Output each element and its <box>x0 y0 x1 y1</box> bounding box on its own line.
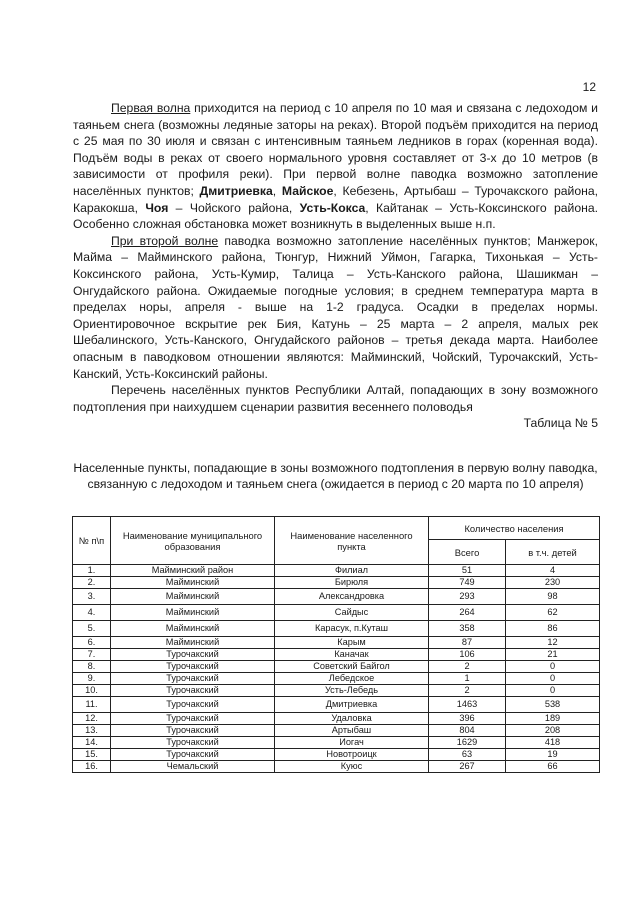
table-row <box>73 685 600 697</box>
cell-settlement: Александровка <box>275 589 429 605</box>
cell-num: 3. <box>73 589 111 605</box>
cell-total: 804 <box>429 725 506 737</box>
header-num: № п\п <box>73 517 111 565</box>
cell-total: 87 <box>429 637 506 649</box>
table-row <box>73 661 600 673</box>
cell-num: 9. <box>73 673 111 685</box>
cell-municipality: Майминский район <box>111 565 275 577</box>
cell-settlement: Куюс <box>275 761 429 773</box>
cell-children: 21 <box>506 649 600 661</box>
table-row <box>73 649 600 661</box>
table-row <box>73 577 600 589</box>
table-caption: Населенные пункты, попадающие в зоны возможного подтопления в первую волну паводка, связанную с ледоходом и таяньем снега (ожидается в период с 20 марта по 10 апреля) <box>73 461 598 491</box>
cell-total: 264 <box>429 605 506 621</box>
cell-num: 16. <box>73 761 111 773</box>
cell-settlement: Карасук, п.Куташ <box>275 621 429 637</box>
table-row <box>73 713 600 725</box>
cell-municipality: Турочакский <box>111 713 275 725</box>
cell-municipality: Турочакский <box>111 661 275 673</box>
cell-num: 13. <box>73 725 111 737</box>
cell-num: 1. <box>73 565 111 577</box>
cell-settlement: Новотроицк <box>275 749 429 761</box>
cell-children: 230 <box>506 577 600 589</box>
cell-settlement: Каначак <box>275 649 429 661</box>
cell-municipality: Турочакский <box>111 737 275 749</box>
cell-children: 0 <box>506 673 600 685</box>
table-label: Таблица № 5 <box>523 416 598 431</box>
cell-children: 98 <box>506 589 600 605</box>
header-municipality: Наименование муниципального образования <box>111 517 275 565</box>
cell-total: 293 <box>429 589 506 605</box>
cell-num: 10. <box>73 685 111 697</box>
cell-settlement: Бирюля <box>275 577 429 589</box>
cell-num: 8. <box>73 661 111 673</box>
table-row <box>73 749 600 761</box>
population-table <box>72 516 600 773</box>
cell-children: 66 <box>506 761 600 773</box>
first-wave-heading: Первая волна <box>111 101 191 115</box>
cell-municipality: Майминский <box>111 621 275 637</box>
header-children: в т.ч. детей <box>506 540 600 565</box>
cell-children: 0 <box>506 661 600 673</box>
paragraph-text: , Кайтанак – Усть-Коксинского района. Особенно сложная обстановка может возникнуть в выделенных выше н.п. <box>73 200 599 232</box>
cell-municipality: Турочакский <box>111 725 275 737</box>
cell-children: 538 <box>506 697 600 713</box>
cell-municipality: Майминский <box>111 589 275 605</box>
cell-num: 5. <box>73 621 111 637</box>
cell-total: 267 <box>429 761 506 773</box>
paragraph-second-wave <box>73 233 598 382</box>
paragraph-text: , Кебезень, Артыбаш – Турочакского района, Каракокша, <box>73 183 598 215</box>
page-number: 12 <box>582 80 596 94</box>
cell-total: 396 <box>429 713 506 725</box>
cell-municipality: Майминский <box>111 637 275 649</box>
cell-num: 6. <box>73 637 111 649</box>
table-row <box>73 673 600 685</box>
cell-settlement: Усть-Лебедь <box>275 685 429 697</box>
cell-total: 1463 <box>429 697 506 713</box>
cell-municipality: Турочакский <box>111 673 275 685</box>
cell-municipality: Чемальский <box>111 761 275 773</box>
cell-municipality: Майминский <box>111 577 275 589</box>
cell-children: 86 <box>506 621 600 637</box>
cell-total: 51 <box>429 565 506 577</box>
cell-num: 7. <box>73 649 111 661</box>
table-row <box>73 621 600 637</box>
cell-settlement: Лебедское <box>275 673 429 685</box>
cell-children: 418 <box>506 737 600 749</box>
cell-total: 2 <box>429 661 506 673</box>
cell-num: 11. <box>73 697 111 713</box>
cell-settlement: Сайдыс <box>275 605 429 621</box>
paragraph-first-wave <box>73 100 598 233</box>
cell-settlement: Артыбаш <box>275 725 429 737</box>
cell-total: 2 <box>429 685 506 697</box>
cell-settlement: Иогач <box>275 737 429 749</box>
cell-municipality: Турочакский <box>111 649 275 661</box>
table-row <box>73 761 600 773</box>
cell-municipality: Турочакский <box>111 749 275 761</box>
cell-settlement: Удаловка <box>275 713 429 725</box>
cell-total: 1 <box>429 673 506 685</box>
paragraph-text: – Чойского района, <box>168 200 300 215</box>
highlighted-settlement: Чоя <box>145 200 169 215</box>
cell-settlement: Филиал <box>275 565 429 577</box>
cell-children: 19 <box>506 749 600 761</box>
cell-num: 12. <box>73 713 111 725</box>
header-settlement: Наименование населенного пункта <box>275 517 429 565</box>
cell-num: 4. <box>73 605 111 621</box>
paragraph-text: паводка возможно затопление населённых пунктов; Манжерок, Майма – Майминского района, Тюнгур, Нижний Уймон, Гагарка, Тихонькая – Усть-Коксинского района, Усть-Кумир, Талица – Усть-Канского района, Шашикман – Онгудайского района. Ожидаемые погодные условия; в среднем температура марта в пределах норы, апреля - выше на 1-2 градуса. Осадки в пределах нормы. Ориентировочное вскрытие рек Бия, Катунь – 25 марта – 2 апреля, малых рек Шебалинского, Усть-Канского, Онгудайского районов – третья декада марта. Наиболее опасным в паводковом отношении являются: Майминский, Чойский, Турочакский, Усть-Канский, Усть-Коксинский районы. <box>73 233 598 381</box>
cell-children: 208 <box>506 725 600 737</box>
cell-children: 12 <box>506 637 600 649</box>
paragraph-list-intro: Перечень населённых пунктов Республики Алтай, попадающих в зону возможного подтопления при наихудшем сценарии развития весеннего половодья <box>73 383 598 414</box>
cell-total: 63 <box>429 749 506 761</box>
second-wave-heading: При второй волне <box>111 233 219 248</box>
cell-children: 62 <box>506 605 600 621</box>
table-body <box>73 565 600 773</box>
cell-municipality: Турочакский <box>111 697 275 713</box>
cell-total: 1629 <box>429 737 506 749</box>
cell-settlement: Дмитриевка <box>275 697 429 713</box>
highlighted-settlement: Дмитриевка <box>199 183 273 198</box>
table-row <box>73 637 600 649</box>
header-total: Всего <box>429 540 506 565</box>
cell-municipality: Майминский <box>111 605 275 621</box>
cell-settlement: Карым <box>275 637 429 649</box>
table-row <box>73 605 600 621</box>
cell-children: 0 <box>506 685 600 697</box>
cell-num: 2. <box>73 577 111 589</box>
paragraph-text: , <box>272 183 282 198</box>
cell-total: 358 <box>429 621 506 637</box>
highlighted-settlement: Усть-Кокса <box>299 200 366 215</box>
cell-children: 4 <box>506 565 600 577</box>
cell-children: 189 <box>506 713 600 725</box>
cell-num: 15. <box>73 749 111 761</box>
header-population: Количество населения <box>429 517 600 540</box>
cell-municipality: Турочакский <box>111 685 275 697</box>
cell-num: 14. <box>73 737 111 749</box>
body-text <box>73 100 598 432</box>
cell-total: 106 <box>429 649 506 661</box>
paragraph-text: приходится на период с 10 апреля по 10 мая и связана с ледоходом и таяньем снега (возможны ледяные заторы на реках). Второй подъём приходится на период с 25 мая по 30 июля и связан с интенсивным таяньем ледников в горах (коренная вода). Подъём воды в реках от своего нормального уровня составляет от 3-х до 10 метров (в зависимости от профиля реки). При первой волне паводка возможно затопление населённых пунктов; <box>73 101 598 198</box>
cell-total: 749 <box>429 577 506 589</box>
table-row <box>73 737 600 749</box>
table-row <box>73 697 600 713</box>
table-row <box>73 725 600 737</box>
table-row <box>73 589 600 605</box>
cell-settlement: Советский Байгол <box>275 661 429 673</box>
table-row <box>73 565 600 577</box>
highlighted-settlement: Майское <box>281 183 334 198</box>
